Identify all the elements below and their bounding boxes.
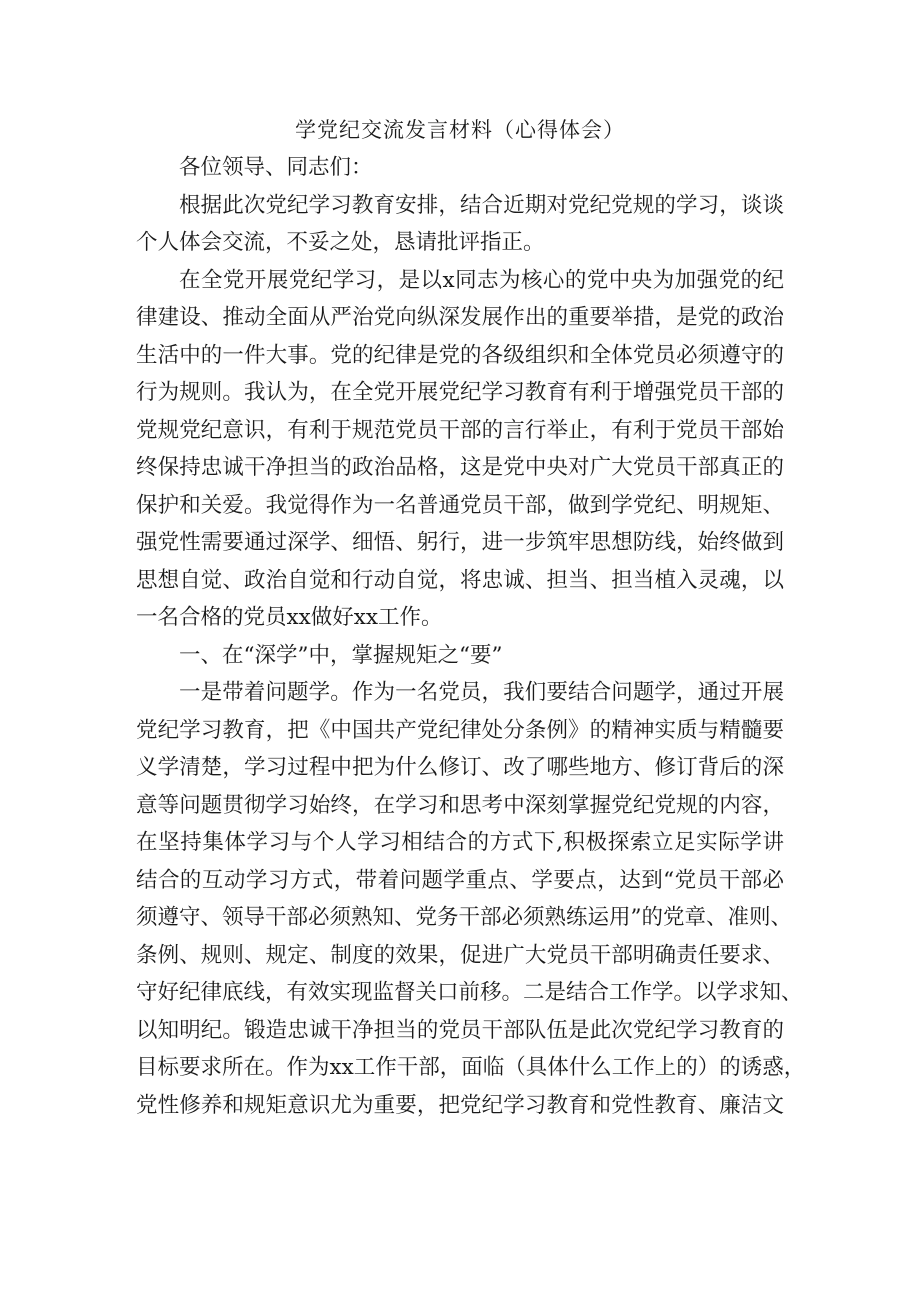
text-line: 在坚持集体学习与个人学习相结合的方式下,积极探索立足实际学讲 bbox=[136, 830, 784, 855]
text-line: 思想自觉、政治自觉和行动自觉，将忠诚、担当、担当植入灵魂，以 bbox=[136, 567, 784, 593]
text-line: 一、在“深学”中，掌握规矩之“要” bbox=[179, 642, 503, 668]
text-line: 生活中的一件大事。党的纪律是党的各级组织和全体党员必须遵守的 bbox=[136, 342, 784, 368]
text-line: 义学清楚，学习过程中把为什么修订、改了哪些地方、修订背后的深 bbox=[136, 755, 784, 780]
text-line: 行为规则。我认为，在全党开展党纪学习教育有利于增强党员干部的 bbox=[136, 380, 784, 405]
text-line: 党性修养和规矩意识尤为重要，把党纪学习教育和党性教育、廉洁文 bbox=[136, 1092, 784, 1118]
text-line: 律建设、推动全面从严治党向纵深发展作出的重要举措，是党的政治 bbox=[136, 305, 784, 330]
text-line: 强党性需要通过深学、细悟、躬行，进一步筑牢思想防线，始终做到 bbox=[136, 530, 784, 555]
text-line: 个人体会交流，不妥之处，恳请批评指正。 bbox=[136, 230, 545, 255]
text-line: 结合的互动学习方式，带着问题学重点、学要点，达到“党员干部必 bbox=[136, 867, 784, 893]
text-line: 条例、规则、规定、制度的效果，促进广大党员干部明确责任要求、 bbox=[136, 942, 784, 968]
text-line: 须遵守、领导干部必须熟知、党务干部必须熟练运用”的党章、准则、 bbox=[136, 905, 792, 930]
text-line: 保护和关爱。我觉得作为一名普通党员干部，做到学党纪、明规矩、 bbox=[136, 492, 784, 518]
text-line: 党纪学习教育，把《中国共产党纪律处分条例》的精神实质与精髓要 bbox=[136, 717, 784, 743]
text-line: 党规党纪意识，有利于规范党员干部的言行举止，有利于党员干部始 bbox=[136, 417, 784, 443]
document-title: 学党纪交流发言材料（心得体会） bbox=[295, 118, 625, 142]
text-line: 守好纪律底线，有效实现监督关口前移。二是结合工作学。以学求知、 bbox=[136, 980, 803, 1005]
text-line: 在全党开展党纪学习，是以x同志为核心的党中央为加强党的纪 bbox=[179, 267, 784, 293]
text-line: 一是带着问题学。作为一名党员，我们要结合问题学，通过开展 bbox=[179, 680, 784, 705]
text-line: 各位领导、同志们： bbox=[179, 155, 373, 180]
text-line: 以知明纪。锻造忠诚干净担当的党员干部队伍是此次党纪学习教育的 bbox=[136, 1017, 784, 1043]
text-line: 意等问题贯彻学习始终，在学习和思考中深刻掌握党纪党规的内容， bbox=[136, 792, 784, 818]
text-line: 根据此次党纪学习教育安排，结合近期对党纪党规的学习，谈谈 bbox=[179, 192, 784, 218]
text-line: 终保持忠诚干净担当的政治品格，这是党中央对广大党员干部真正的 bbox=[136, 455, 784, 480]
document-body bbox=[136, 149, 806, 1124]
text-line: 目标要求所在。作为xx工作干部，面临（具体什么工作上的）的诱惑， bbox=[136, 1055, 806, 1080]
text-line: 一名合格的党员xx做好xx工作。 bbox=[136, 605, 443, 630]
